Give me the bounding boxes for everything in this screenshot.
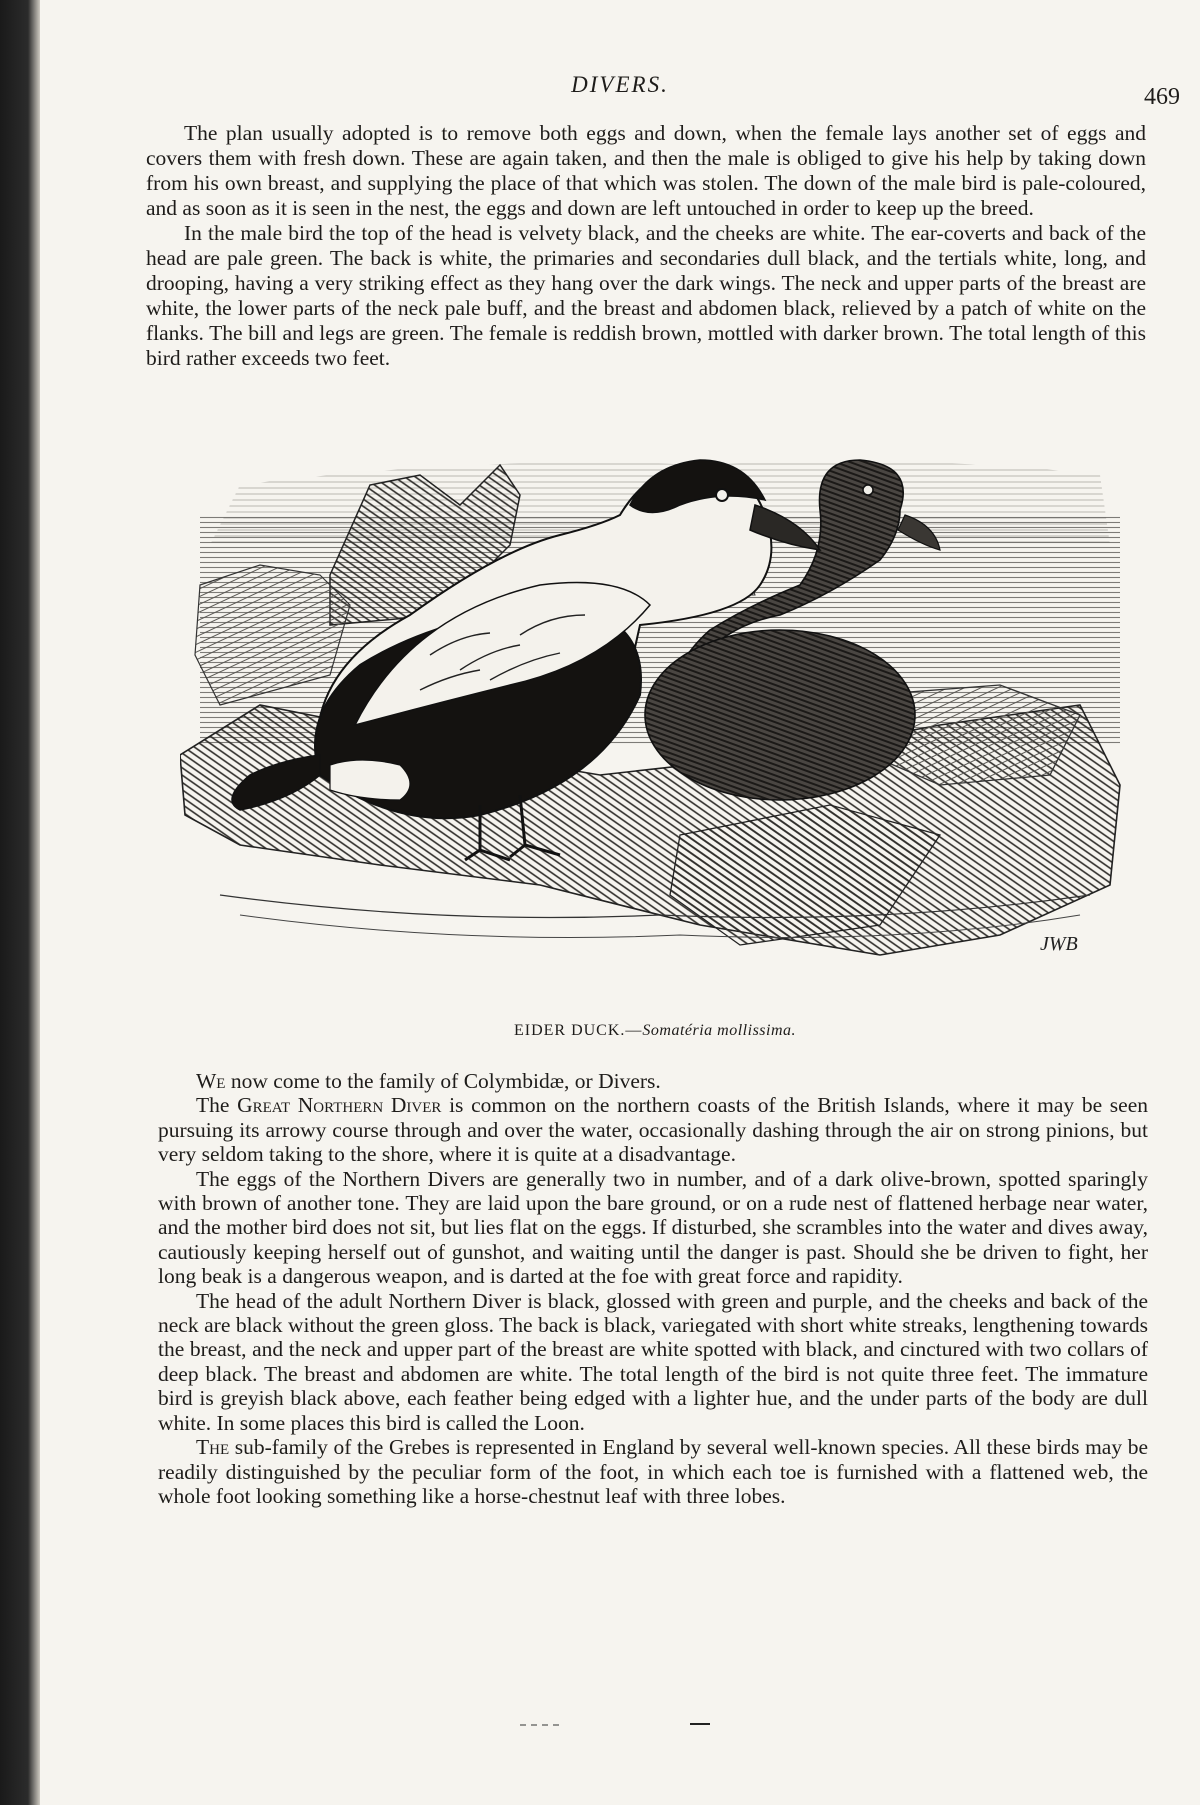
caption-latin-name: Somatéria mollissima. [642,1022,797,1039]
paragraph-great-northern-diver: The Great Northern Diver is common on the northern coasts of the British Islands, where it may be seen pursuing its arrowy course through and over the water, occasionally dashing through the air on strong pinions, but very seldom taking to the shore, where it is quite at a disadvantage. [158,1093,1148,1167]
paragraph-eggs-and-down: The plan usually adopted is to remove both eggs and down, when the female lays another set of eggs and covers them with fresh down. These are again taken, and then the male is obliged to give his help by taking down from his own breast, and supplying the place of that which was stolen. The down of the male bird is pale-coloured, and as soon as it is seen in the nest, the eggs and down are left untouched in order to keep up the breed. [146,121,1146,220]
paragraph-grebes: The sub-family of the Grebes is represented in England by several well-known species. All these birds may be readily distinguished by the peculiar form of the foot, in which each toe is furnished with a flattened web, the whole foot looking something like a horse-chestnut leaf with three lobes. [158,1435,1148,1508]
bottom-text-block [158,1069,1148,1508]
running-title: DIVERS. [571,72,669,97]
paragraph-diver-eggs: The eggs of the Northern Divers are generally two in number, and of a dark olive-brown, spotted sparingly with brown of another tone. They are laid upon the bare ground, or on a rude nest of flattened herbage near water, and the mother bird does not sit, but lies flat on the eggs. If disturbed, she scrambles into the water and dives away, cautiously keeping herself out of gunshot, and waiting until the danger is past. Should she be driven to fight, her long beak is a dangerous weapon, and is darted at the foe with great force and rapidity. [158,1166,1148,1289]
engraver-signature: JWB [1040,933,1078,955]
running-head [40,72,1200,110]
book-page [40,0,1200,1805]
print-marks [520,1720,760,1730]
eider-duck-engraving [180,455,1130,1015]
paragraph-colymbidae: We now come to the family of Colymbidæ, or Divers. [196,1069,661,1093]
figure-caption [180,1022,1130,1040]
top-text-block [146,121,1146,371]
paragraph-diver-plumage: The head of the adult Northern Diver is black, glossed with green and purple, and the cheeks and back of the neck are black without the green gloss. The back is black, variegated with short white streaks, lengthening towards the breast, and the neck and upper part of the breast are white spotted with black, and cinctured with two collars of deep black. The breast and abdomen are white. The total length of the bird is not quite three feet. The immature bird is greyish black above, each feather being edged with a lighter hue, and the under parts of the body are dull white. In some places this bird is called the Loon. [158,1288,1148,1435]
binding-shadow [0,0,40,1805]
caption-common-name: EIDER DUCK.— [513,1022,643,1039]
page-number: 469 [1144,84,1180,110]
paragraph-male-plumage: In the male bird the top of the head is velvety black, and the cheeks are white. The ear-coverts and back of the head are pale green. The back is white, the primaries and secondaries dull black, and the tertials white, long, and drooping, having a very striking effect as they hang over the dark wings. The neck and upper parts of the breast are white, the lower parts of the neck pale buff, and the breast and abdomen black, relieved by a patch of white on the flanks. The bill and legs are green. The female is reddish brown, mottled with darker brown. The total length of this bird rather exceeds two feet. [146,221,1146,370]
